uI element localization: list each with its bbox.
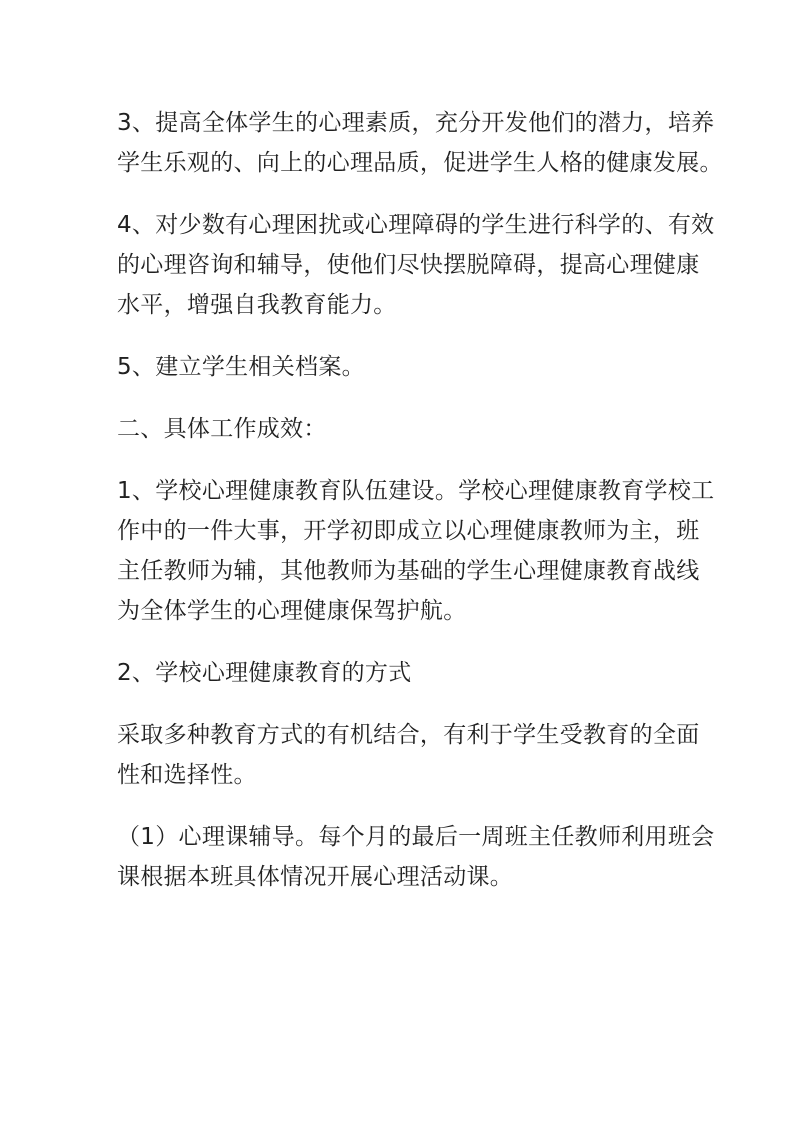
text-line: 1、学校心理健康教育队伍建设。学校心理健康教育学校工 [117, 478, 715, 504]
paragraph [117, 715, 737, 795]
text-line: 作中的一件大事，开学初即成立以心理健康教师为主，班 [117, 518, 700, 544]
text-line: 水平，增强自我教育能力。 [117, 292, 397, 318]
text-line: （1）心理课辅导。每个月的最后一周班主任教师利用班会 [117, 824, 715, 850]
text-line: 的心理咨询和辅导，使他们尽快摆脱障碍，提高心理健康 [117, 252, 700, 278]
text-line: 课根据本班具体情况开展心理活动课。 [117, 864, 514, 890]
paragraph [117, 409, 737, 449]
paragraph [117, 653, 737, 693]
text-line: 3、提高全体学生的心理素质，充分开发他们的潜力，培养 [117, 110, 715, 136]
paragraph [117, 103, 737, 183]
text-line: 主任教师为辅，其他教师为基础的学生心理健康教育战线 [117, 558, 700, 584]
paragraph [117, 205, 737, 325]
text-line: 学生乐观的、向上的心理品质，促进学生人格的健康发展。 [117, 150, 723, 176]
text-line: 二、具体工作成效： [117, 416, 327, 442]
text-line: 2、学校心理健康教育的方式 [117, 660, 412, 686]
text-line: 4、对少数有心理困扰或心理障碍的学生进行科学的、有效 [117, 212, 715, 238]
document-content [117, 103, 737, 919]
text-line: 为全体学生的心理健康保驾护航。 [117, 598, 467, 624]
paragraph [117, 817, 737, 897]
text-line: 5、建立学生相关档案。 [117, 354, 365, 380]
text-line: 采取多种教育方式的有机结合，有利于学生受教育的全面 [117, 722, 700, 748]
paragraph [117, 471, 737, 631]
text-line: 性和选择性。 [117, 762, 257, 788]
paragraph [117, 347, 737, 387]
